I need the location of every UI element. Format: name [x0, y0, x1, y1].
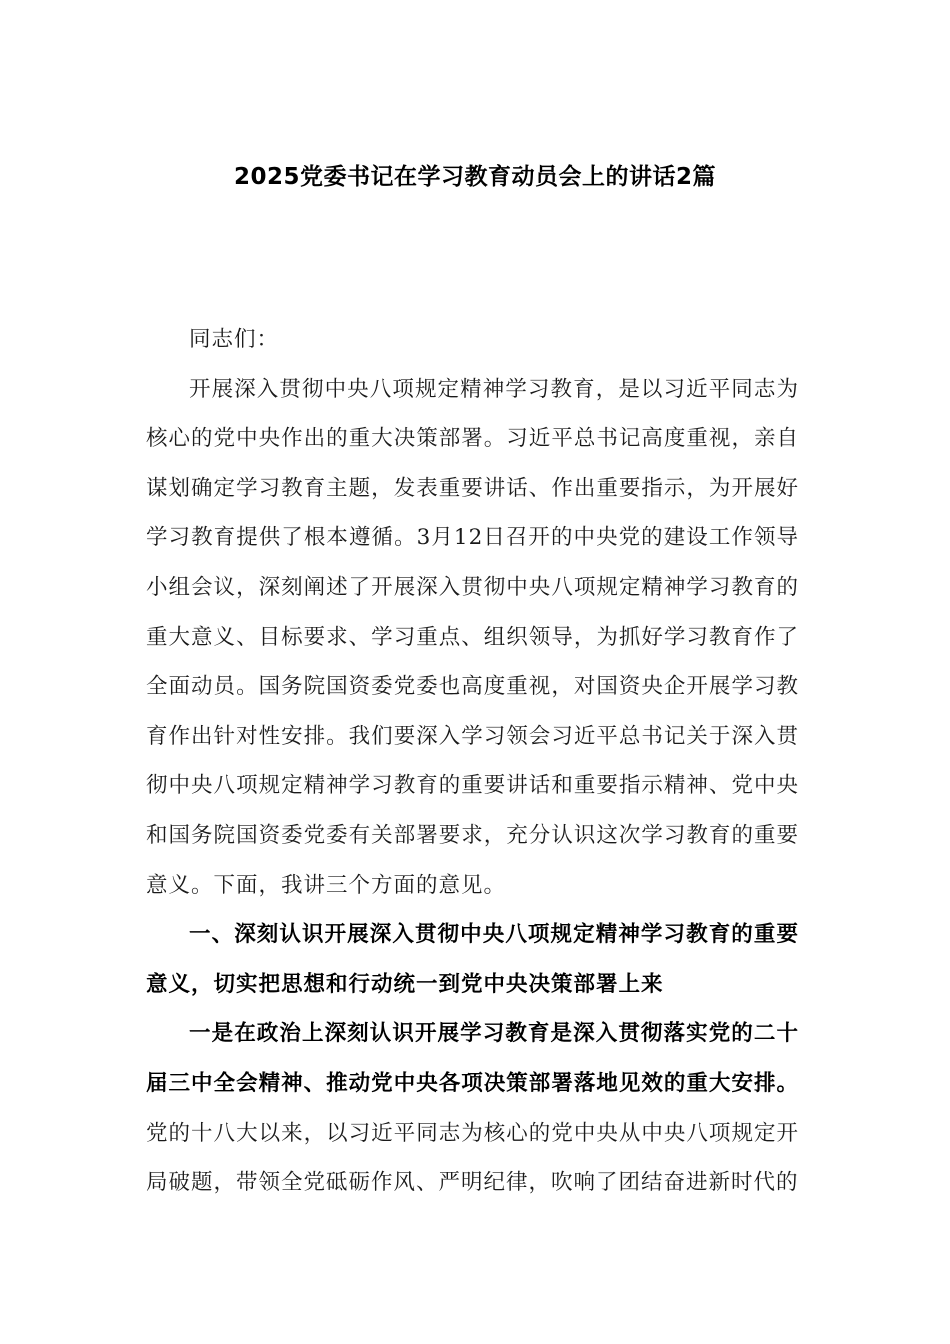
point-1-lead: 一是在政治上深刻认识开展学习教育是深入贯彻落实党的二十届三中全会精神、推动党中央各项决策部署落地见效的重大安排。	[146, 1021, 799, 1096]
paragraph-intro: 开展深入贯彻中央八项规定精神学习教育，是以习近平同志为核心的党中央作出的重大决策部署。习近平总书记高度重视，亲自谋划确定学习教育主题，发表重要讲话、作出重要指示，为开展好学习教育提供了根本遵循。3月12日召开的中央党的建设工作领导小组会议，深刻阐述了开展深入贯彻中央八项规定精神学习教育的重大意义、目标要求、学习重点、组织领导，为抓好学习教育作了全面动员。国务院国资委党委也高度重视，对国资央企开展学习教育作出针对性安排。我们要深入学习领会习近平总书记关于深入贯彻中央八项规定精神学习教育的重要讲话和重要指示精神、党中央和国务院国资委党委有关部署要求，充分认识这次学习教育的重要意义。下面，我讲三个方面的意见。	[146, 376, 799, 898]
point-1-body: 党的十八大以来，以习近平同志为核心的党中央从中央八项规定开局破题，带领全党砥砺作风、严明纪律，吹响了团结奋进新时代的	[146, 1120, 799, 1196]
section-heading-1: 一、深刻认识开展深入贯彻中央八项规定精神学习教育的重要意义，切实把思想和行动统一到党中央决策部署上来	[146, 922, 799, 997]
greeting: 同志们：	[189, 327, 280, 352]
document-body	[146, 315, 799, 1208]
document-title: 2025党委书记在学习教育动员会上的讲话2篇	[233, 164, 717, 190]
paragraph-point-1	[146, 1009, 799, 1207]
